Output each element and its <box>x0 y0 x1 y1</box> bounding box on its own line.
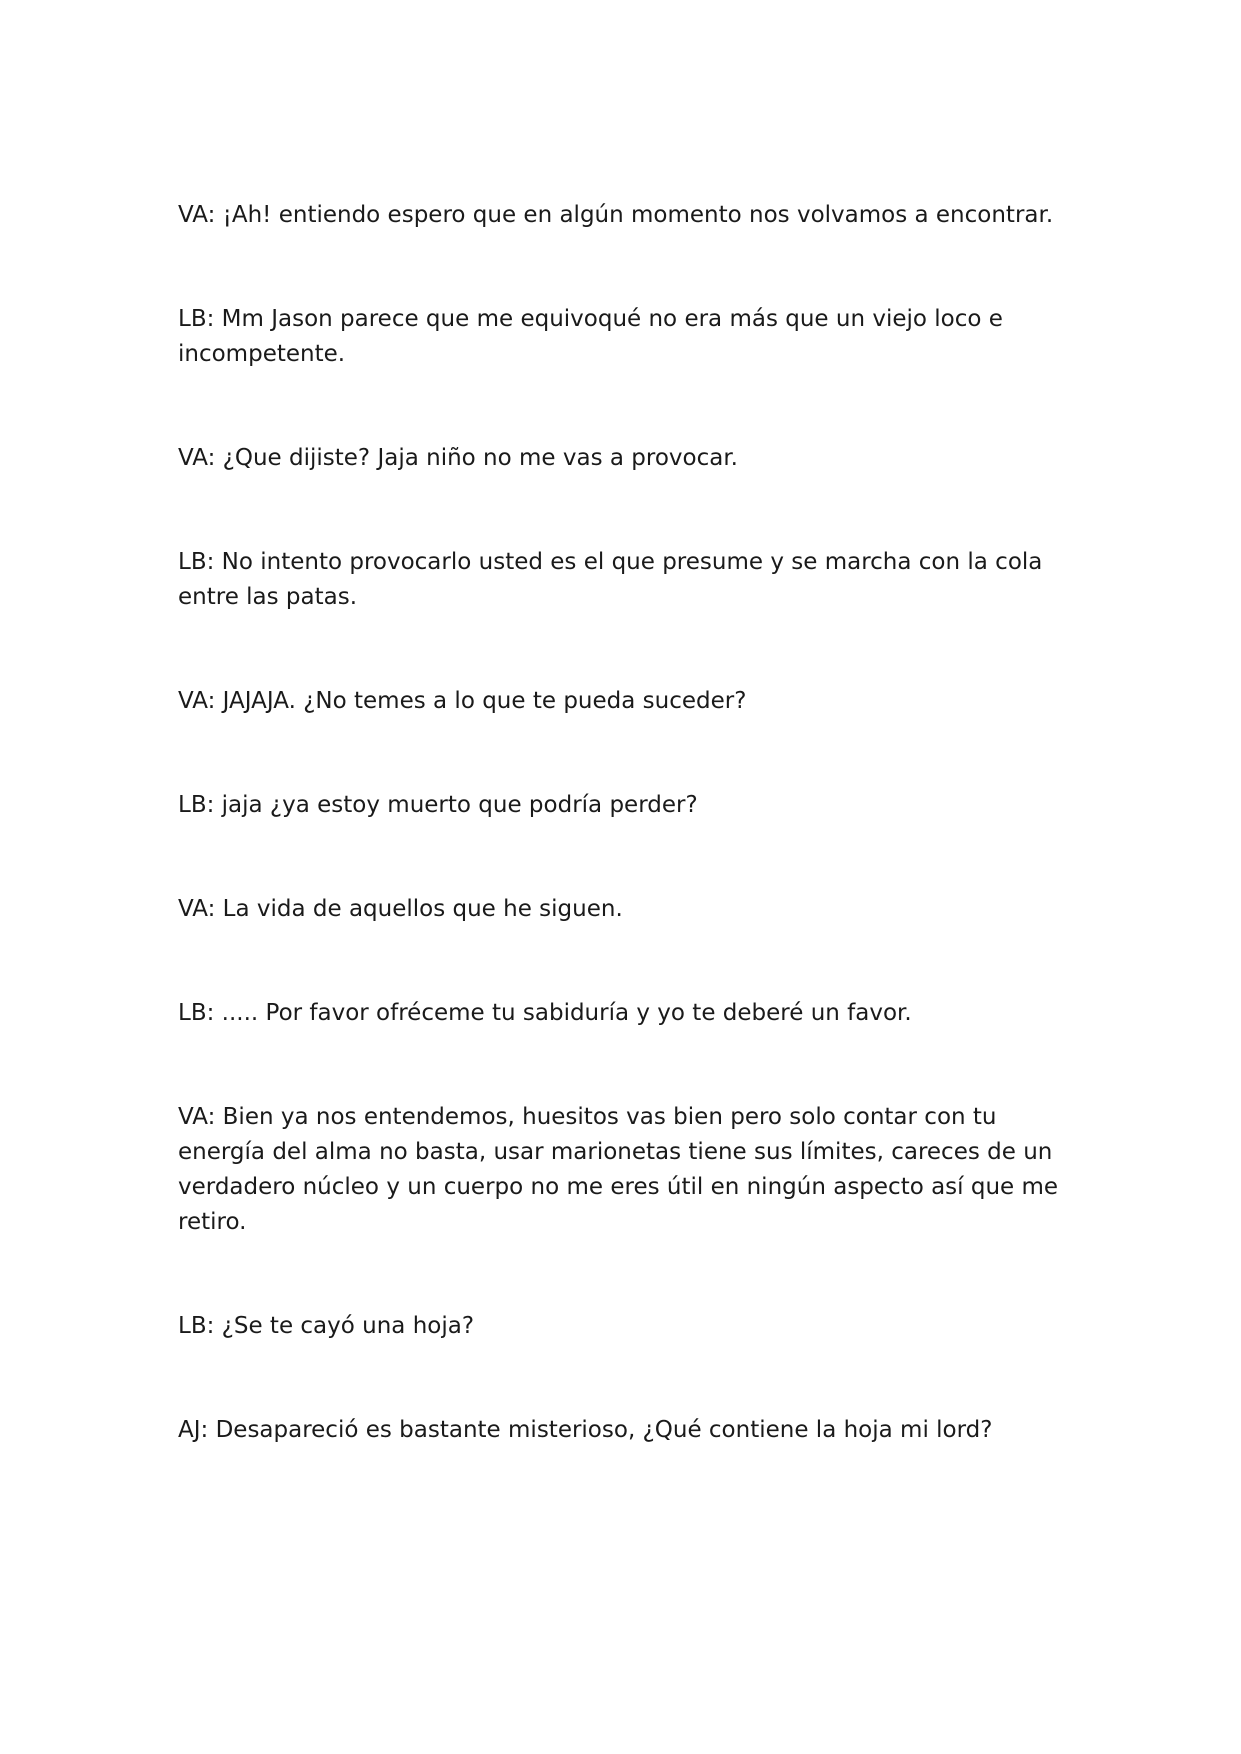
dialogue-paragraph: AJ: Desapareció es bastante misterioso, ¿Qué contiene la hoja mi lord? <box>178 1417 993 1443</box>
dialogue-paragraph: VA: La vida de aquellos que he siguen. <box>178 896 623 922</box>
document-body <box>178 198 1078 1517</box>
dialogue-paragraph: LB: jaja ¿ya estoy muerto que podría perder? <box>178 792 698 818</box>
dialogue-paragraph: LB: No intento provocarlo usted es el que presume y se marcha con la cola entre las patas. <box>178 549 1043 610</box>
dialogue-paragraph: VA: ¡Ah! entiendo espero que en algún momento nos volvamos a encontrar. <box>178 202 1054 228</box>
dialogue-paragraph: VA: ¿Que dijiste? Jaja niño no me vas a provocar. <box>178 445 738 471</box>
dialogue-paragraph: VA: JAJAJA. ¿No temes a lo que te pueda suceder? <box>178 688 747 714</box>
dialogue-paragraph: VA: Bien ya nos entendemos, huesitos vas bien pero solo contar con tu energía del alma no basta, usar marionetas tiene sus límites, careces de un verdadero núcleo y un cuerpo no me eres útil en ningún aspecto así que me retiro. <box>178 1104 1059 1235</box>
dialogue-paragraph: LB: ¿Se te cayó una hoja? <box>178 1313 475 1339</box>
dialogue-paragraph: LB: Mm Jason parece que me equivoqué no era más que un viejo loco e incompetente. <box>178 306 1003 367</box>
dialogue-paragraph: LB: ..... Por favor ofréceme tu sabiduría y yo te deberé un favor. <box>178 1000 912 1026</box>
